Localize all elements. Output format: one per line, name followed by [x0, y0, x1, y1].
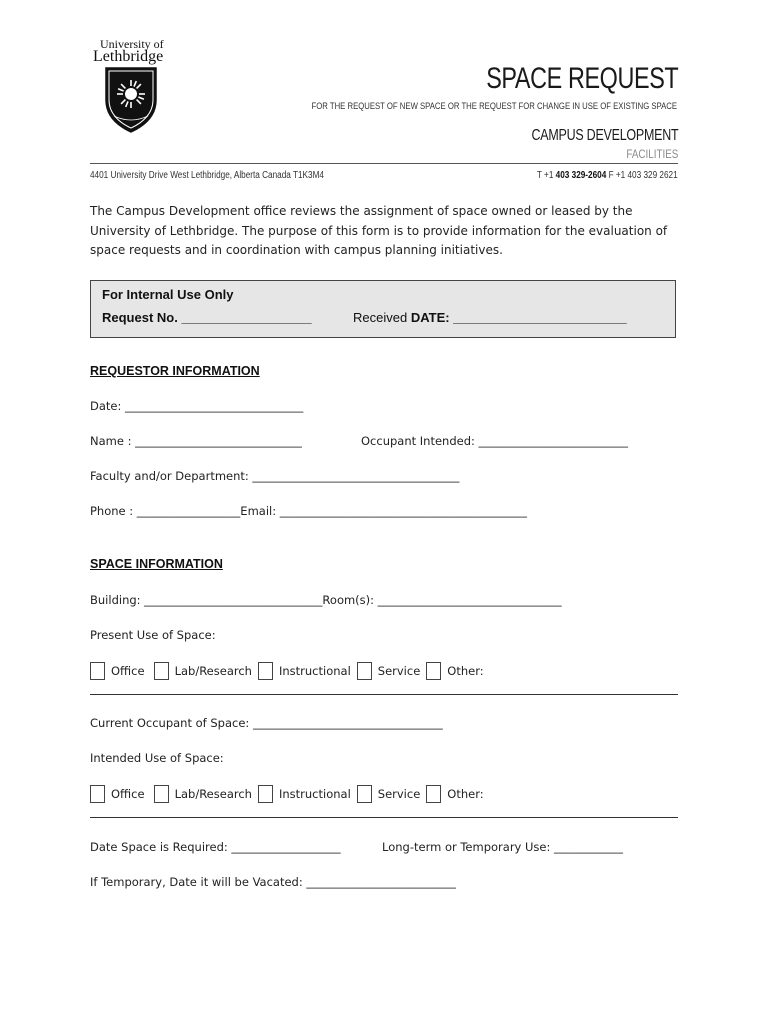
present-instructional-checkbox[interactable]	[258, 662, 273, 680]
intro-paragraph: The Campus Development office reviews the assignment of space owned or leased by the University of Lethbridge. The purpose of this form is to provide information for the evaluation of space requests and in coordination with campus planning initiatives.	[90, 204, 668, 257]
option-label: Lab/Research	[174, 787, 252, 801]
name-field[interactable]: Name : _____________________________	[90, 434, 302, 448]
logo-lethbridge: Lethbridge	[93, 48, 164, 65]
contact-numbers	[537, 170, 678, 181]
option-label: Service	[377, 787, 421, 801]
date-required-field[interactable]: Date Space is Required: ___________________	[90, 840, 341, 854]
requestor-heading: REQUESTOR INFORMATION	[90, 364, 260, 378]
option-label: Instructional	[278, 664, 351, 678]
intended-instructional-checkbox[interactable]	[258, 785, 273, 803]
present-lab-checkbox[interactable]	[154, 662, 169, 680]
form-title: SPACE REQUEST	[485, 62, 678, 95]
option-label: Office	[111, 787, 145, 801]
university-shield-logo	[102, 66, 160, 136]
intended-use-label: Intended Use of Space:	[90, 751, 224, 765]
option-label: Other:	[447, 664, 484, 678]
received-date-line: DATE: ________________________	[410, 310, 627, 325]
logo-university-of: University of	[100, 37, 164, 51]
space-heading: SPACE INFORMATION	[90, 557, 223, 571]
option-label: Other:	[447, 787, 484, 801]
phone-prefix: T +1	[537, 170, 554, 181]
present-service-checkbox[interactable]	[357, 662, 372, 680]
option-label: Instructional	[278, 787, 351, 801]
present-other-line[interactable]	[90, 694, 678, 695]
intended-use-options	[90, 785, 490, 803]
building-room-field[interactable]: Building: _______________________________Room(s): ________________________________	[90, 593, 562, 607]
option-label: Lab/Research	[174, 664, 252, 678]
form-subtitle: FOR THE REQUEST OF NEW SPACE OR THE REQUEST FOR CHANGE IN USE OF EXISTING SPACE	[311, 101, 677, 111]
present-use-label: Present Use of Space:	[90, 628, 216, 642]
department-name: CAMPUS DEVELOPMENT	[531, 127, 678, 144]
header-divider	[90, 163, 678, 164]
intended-lab-checkbox[interactable]	[154, 785, 169, 803]
address: 4401 University Drive West Lethbridge, Alberta Canada T1K3M4	[90, 170, 324, 181]
option-label: Service	[377, 664, 421, 678]
fax-number: F +1 403 329 2621	[608, 170, 678, 181]
intended-office-checkbox[interactable]	[90, 785, 105, 803]
faculty-department-field[interactable]: Faculty and/or Department: ____________________________________	[90, 469, 460, 483]
present-use-options	[90, 662, 490, 680]
present-other-checkbox[interactable]	[426, 662, 441, 680]
internal-use-title: For Internal Use Only	[102, 287, 234, 302]
phone-email-field[interactable]: Phone : __________________Email: ___________________________________________	[90, 504, 527, 518]
phone-number: 403 329-2604	[556, 170, 607, 181]
request-number-field[interactable]: Request No. __________________	[102, 310, 312, 325]
intended-service-checkbox[interactable]	[357, 785, 372, 803]
intended-other-line[interactable]	[90, 817, 678, 818]
present-office-checkbox[interactable]	[90, 662, 105, 680]
term-use-field[interactable]: Long-term or Temporary Use: ____________	[382, 840, 624, 854]
received-label: Received	[353, 310, 411, 325]
option-label: Office	[111, 664, 145, 678]
unit-name: FACILITIES	[626, 147, 678, 161]
intended-other-checkbox[interactable]	[426, 785, 441, 803]
date-field[interactable]: Date: _______________________________	[90, 399, 304, 413]
occupant-intended-field[interactable]: Occupant Intended: __________________________	[361, 434, 629, 448]
vacated-date-field[interactable]: If Temporary, Date it will be Vacated: __________________________	[90, 875, 456, 889]
received-date-field[interactable]	[353, 310, 627, 325]
current-occupant-field[interactable]: Current Occupant of Space: _________________________________	[90, 716, 443, 730]
